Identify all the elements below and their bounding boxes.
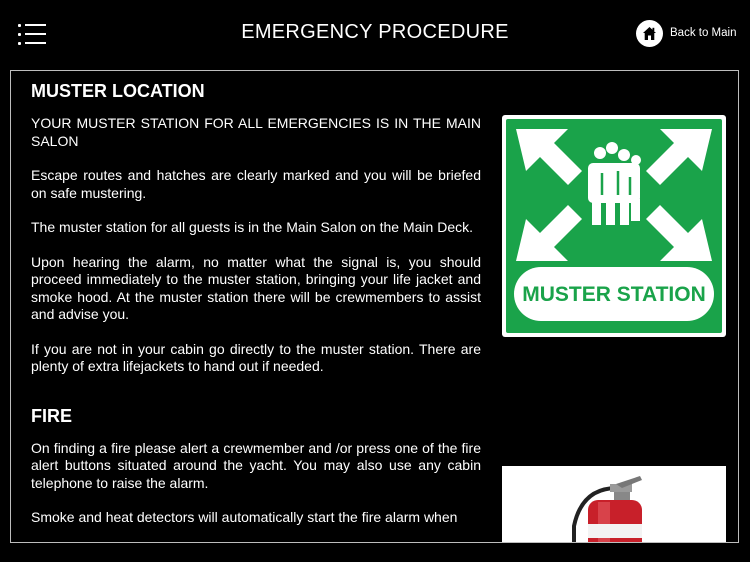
- fire-extinguisher-image: [502, 466, 726, 543]
- text-column: [31, 71, 481, 527]
- muster-paragraph: If you are not in your cabin go directly to the muster station. There are plenty of extra lifejackets to hand out if needed.: [31, 340, 481, 374]
- back-to-main-button[interactable]: [636, 20, 746, 48]
- sign-label: MUSTER STATION: [522, 283, 706, 306]
- page-title: EMERGENCY PROCEDURE: [241, 21, 509, 43]
- fire-paragraph: On finding a fire please alert a crewmember and /or press one of the fire alert buttons situated around the yacht. You may also use any cabin telephone to raise the alarm.: [31, 439, 481, 491]
- muster-station-sign-image: [502, 115, 726, 337]
- top-bar: [0, 0, 750, 68]
- muster-section-title: MUSTER LOCATION: [31, 81, 205, 101]
- procedure-content[interactable]: [10, 70, 739, 543]
- back-to-main-label: Back to Main: [670, 27, 737, 39]
- muster-paragraph: YOUR MUSTER STATION FOR ALL EMERGENCIES IS IN THE MAIN SALON: [31, 115, 481, 149]
- muster-paragraph: The muster station for all guests is in the Main Salon on the Main Deck.: [31, 219, 473, 235]
- muster-paragraph: Escape routes and hatches are clearly marked and you will be briefed on safe mustering.: [31, 167, 481, 201]
- home-icon: [636, 20, 663, 47]
- fire-extinguisher-icon: [574, 476, 642, 543]
- fire-paragraph: Smoke and heat detectors will automatically start the fire alarm when: [31, 509, 458, 525]
- muster-paragraph: Upon hearing the alarm, no matter what the signal is, you should proceed immediately to the muster station, bringing your life jacket and smoke hood. At the muster station there will be crewmembers to assist and advise you.: [31, 253, 481, 322]
- menu-button[interactable]: [18, 24, 46, 46]
- fire-section-title: FIRE: [31, 405, 73, 426]
